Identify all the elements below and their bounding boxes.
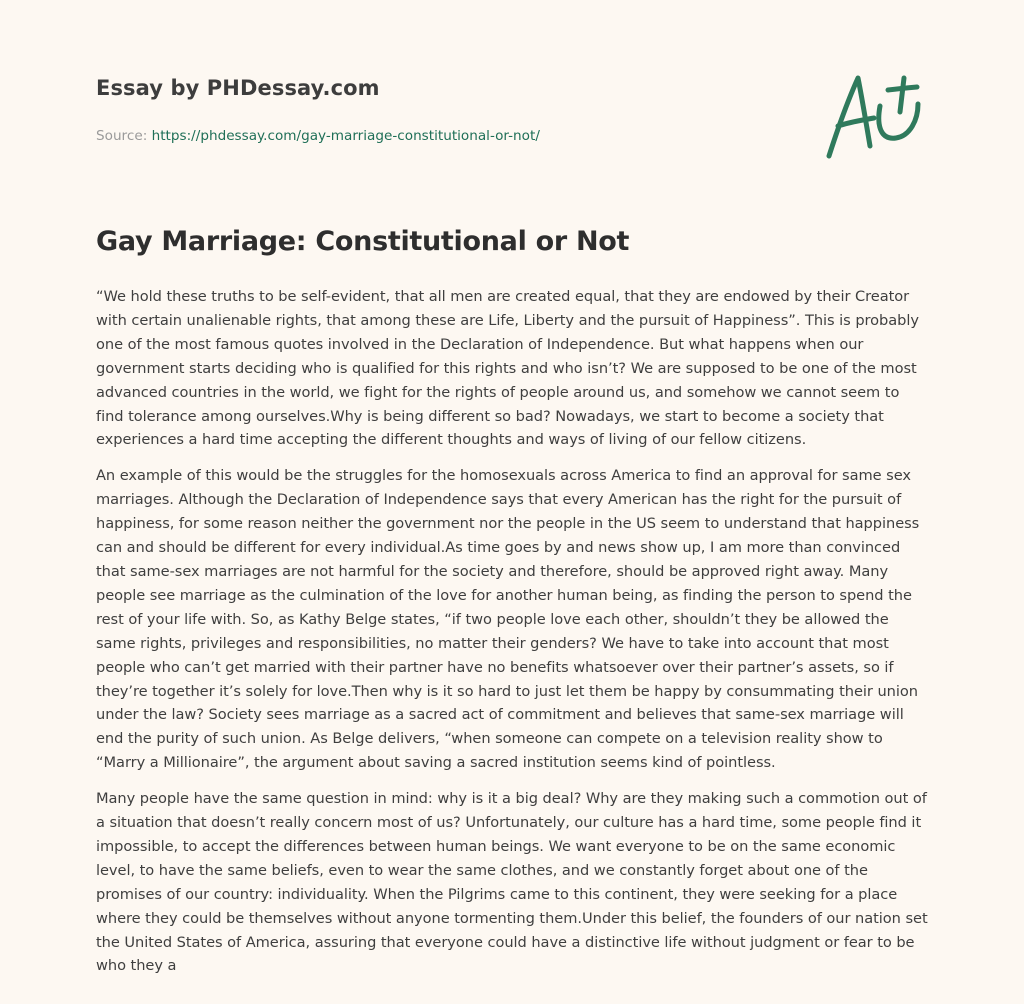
source-link[interactable]: https://phdessay.com/gay-marriage-constitutional-or-not/ bbox=[151, 128, 540, 144]
essay-paragraph: An example of this would be the struggles for the homosexuals across America to find an approval for same sex marriages. Although the Declaration of Independence says that every American has the right for the pursuit of happiness, for some reason neither the government nor the people in the US seem to understand that happiness can and should be different for every individual.As time goes by and news show up, I am more than convinced that same-sex marriages are not harmful for the society and therefore, should be approved right away. Many people see marriage as the culmination of the love for another human being, as finding the person to spend the rest of your life with. So, as Kathy Belge states, “if two people love each other, shouldn’t they be allowed the same rights, privileges and responsibilities, no matter their genders? We have to take into account that most people who can’t get married with their partner have no benefits whatsoever over their partner’s assets, so if they’re together it’s solely for love.Then why is it so hard to just let them be happy by consummating their union under the law? Society sees marriage as a sacred act of commitment and believes that same-sex marriage will end the purity of such union. As Belge delivers, “when someone can compete on a television reality show to “Marry a Millionaire”, the argument about saving a sacred institution seems kind of pointless. bbox=[96, 467, 920, 772]
site-brand: Essay by PHDessay.com bbox=[96, 76, 380, 100]
source-label: Source: bbox=[96, 128, 152, 144]
essay-header bbox=[96, 76, 656, 144]
essay-body bbox=[96, 285, 930, 990]
essay-paragraph: Many people have the same question in mind: why is it a big deal? Why are they making such a commotion out of a situation that doesn’t really concern most of us? Unfortunately, our culture has a hard time, some people find it impossible, to accept the differences between human beings. We want everyone to be on the same economic level, to have the same beliefs, even to wear the same clothes, and we constantly forget about one of the promises of our country: individuality. When the Pilgrims came to this continent, they were seeking for a place where they could be themselves without anyone tormenting them.Under this belief, the founders of our nation set the United States of America, assuring that everyone could have a distinctive life without judgment or fear to be who they a bbox=[96, 790, 928, 975]
essay-title: Gay Marriage: Constitutional or Not bbox=[96, 226, 630, 257]
source-line bbox=[96, 128, 656, 144]
a-plus-grade-icon bbox=[822, 68, 932, 168]
essay-paragraph: “We hold these truths to be self-evident, that all men are created equal, that they are endowed by their Creator with certain unalienable rights, that among these are Life, Liberty and the pursuit of Happiness”. This is probably one of the most famous quotes involved in the Declaration of Independence. But what happens when our government starts deciding who is qualified for this rights and who isn’t? We are supposed to be one of the most advanced countries in the world, we fight for the rights of people around us, and somehow we cannot seem to find tolerance among ourselves.Why is being different so bad? Nowadays, we start to become a society that experiences a hard time accepting the different thoughts and ways of living of our fellow citizens. bbox=[96, 288, 919, 449]
